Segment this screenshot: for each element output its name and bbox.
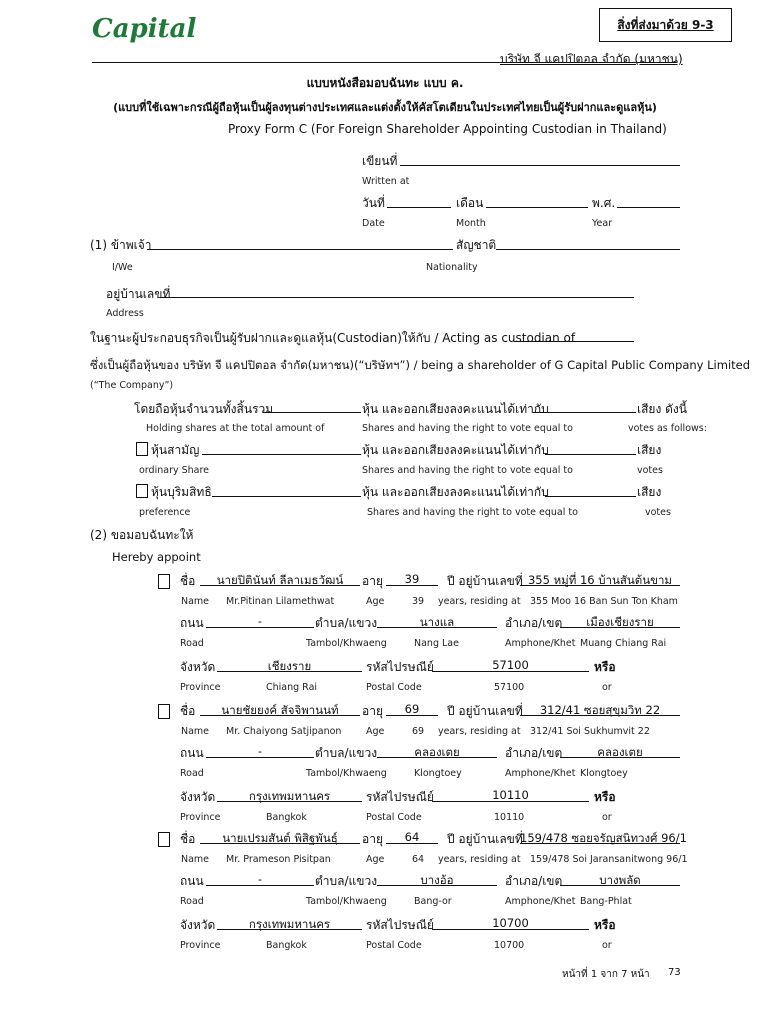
day-label-th: วันที่ <box>362 196 385 210</box>
company-name-th: บริษัท จี แคปปิตอล จำกัด (มหาชน) <box>500 52 683 66</box>
proxy-name-en: Mr.Pitinan Lilamethwat <box>226 596 335 607</box>
page-counter: หน้าที่ 1 จาก 7 หน้า <box>562 969 650 980</box>
proxy-tambol-label-en: Tambol/Khwaeng <box>306 638 387 649</box>
preference-votes-field[interactable] <box>545 496 636 497</box>
page-number: 73 <box>668 967 681 978</box>
proxy-province-line <box>217 801 362 802</box>
proxy-amphone-th[interactable]: บางพลัด <box>599 873 641 887</box>
proxy-road-label-th: ถนน <box>180 874 204 888</box>
form-title-th: แบบหนังสือมอบฉันทะ แบบ ค. <box>306 76 464 90</box>
proxy-amphone-label-th: อำเภอ/เขต <box>505 874 563 888</box>
proxy-tambol-label-th: ตำบล/แขวง <box>315 874 378 888</box>
proxy-or-label-th: หรือ <box>594 790 616 804</box>
proxy-province-th[interactable]: เชียงราย <box>267 659 312 673</box>
proxy-checkbox[interactable] <box>158 704 170 719</box>
proxy-or-label-th: หรือ <box>594 918 616 932</box>
day-field[interactable] <box>387 207 451 208</box>
proxy-postal-label-th: รหัสไปรษณีย์ <box>366 918 434 932</box>
nationality-label-en: Nationality <box>426 262 478 273</box>
proxy-years-en: years, residing at <box>438 726 521 737</box>
proxy-age-en: 69 <box>412 726 425 737</box>
proxy-province-line <box>217 929 362 930</box>
proxy-road-label-en: Road <box>180 896 204 907</box>
proxy-address-en: 355 Moo 16 Ban Sun Ton Kham <box>530 596 678 607</box>
preference-suffix-th: เสียง <box>637 485 662 499</box>
proxy-province-th[interactable]: กรุงเทพมหานคร <box>248 789 331 803</box>
ordinary-suffix-th: เสียง <box>637 443 662 457</box>
proxy-years-label-th: ปี อยู่บ้านเลขที่ <box>447 574 523 588</box>
proxy-postal-label-en: Postal Code <box>366 940 422 951</box>
proxy-amphone-label-en: Amphone/Khet <box>505 768 576 779</box>
ordinary-checkbox[interactable] <box>136 442 148 456</box>
proxy-years-en: years, residing at <box>438 596 521 607</box>
proxy-postal-line <box>432 671 589 672</box>
year-label-th: พ.ศ. <box>592 196 616 210</box>
proxy-amphone-en: Muang Chiang Rai <box>580 638 667 649</box>
proxy-or-label-th: หรือ <box>594 660 616 674</box>
section2-title-th: (2) ขอมอบฉันทะให้ <box>90 528 194 542</box>
proxy-age-label-en: Age <box>366 596 385 607</box>
iwe-label-th: (1) ข้าพเจ้า <box>90 238 152 252</box>
preference-votes-label-en: Shares and having the right to vote equal to <box>367 507 578 518</box>
proxy-amphone-label-th: อำเภอ/เขต <box>505 616 563 630</box>
proxy-postal-label-en: Postal Code <box>366 682 422 693</box>
iwe-label-en: I/We <box>112 262 133 273</box>
proxy-name-label-en: Name <box>181 726 210 737</box>
proxy-address-th[interactable]: 159/478 ซอยจรัญสนิทวงศ์ 96/1 <box>520 831 687 845</box>
year-label-en: Year <box>592 218 613 229</box>
proxy-amphone-label-th: อำเภอ/เขต <box>505 746 563 760</box>
nationality-label-th: สัญชาติ <box>456 238 497 252</box>
iwe-field[interactable] <box>147 249 453 250</box>
proxy-name-label-th: ชื่อ <box>180 704 196 718</box>
proxy-tambol-th[interactable]: คลองเตย <box>414 745 460 759</box>
total-shares-label-en: Holding shares at the total amount of <box>146 423 325 434</box>
proxy-address-en: 159/478 Soi Jaransanitwong 96/1 <box>530 854 688 865</box>
proxy-age-line <box>386 585 438 586</box>
proxy-checkbox[interactable] <box>158 832 170 847</box>
proxy-province-label-th: จังหวัด <box>180 660 216 674</box>
proxy-tambol-label-th: ตำบล/แขวง <box>315 746 378 760</box>
proxy-road-th[interactable]: - <box>257 872 263 886</box>
proxy-province-label-th: จังหวัด <box>180 918 216 932</box>
proxy-name-line <box>200 843 360 844</box>
proxy-road-label-th: ถนน <box>180 746 204 760</box>
proxy-name-label-en: Name <box>181 854 210 865</box>
total-suffix-th: เสียง ดังนี้ <box>637 402 687 416</box>
proxy-postal-en: 57100 <box>494 682 525 693</box>
total-shares-label-th: โดยถือหุ้นจำนวนทั้งสิ้นรวม <box>134 402 274 416</box>
proxy-tambol-th[interactable]: บางอ้อ <box>420 873 454 887</box>
proxy-years-label-th: ปี อยู่บ้านเลขที่ <box>447 704 523 718</box>
proxy-province-en: Bangkok <box>266 940 307 951</box>
address-label-en: Address <box>106 308 144 319</box>
month-label-th: เดือน <box>456 196 484 210</box>
written-at-label-th: เขียนที่ <box>362 154 398 168</box>
custodian-field[interactable] <box>514 341 634 342</box>
proxy-age-label-th: อายุ <box>362 832 383 846</box>
attachment-label: สิ่งที่ส่งมาด้วย 9-3 <box>617 18 714 32</box>
proxy-age-en: 64 <box>412 854 425 865</box>
total-shares-field[interactable] <box>263 412 361 413</box>
proxy-amphone-en: Klongtoey <box>580 768 628 779</box>
written-at-field[interactable] <box>400 165 680 166</box>
proxy-address-line <box>520 585 680 586</box>
proxy-tambol-en: Nang Lae <box>414 638 459 649</box>
proxy-road-line <box>206 627 314 628</box>
nationality-field[interactable] <box>496 249 680 250</box>
total-suffix-en: votes as follows: <box>628 423 707 434</box>
proxy-road-label-en: Road <box>180 638 204 649</box>
proxy-tambol-label-en: Tambol/Khwaeng <box>306 896 387 907</box>
proxy-road-th[interactable]: - <box>257 744 263 758</box>
proxy-amphone-label-en: Amphone/Khet <box>505 638 576 649</box>
proxy-amphone-th[interactable]: เมืองเชียงราย <box>586 615 654 629</box>
proxy-amphone-en: Bang-Phlat <box>580 896 632 907</box>
proxy-age[interactable]: 39 <box>404 572 420 586</box>
proxy-tambol-line <box>377 627 497 628</box>
proxy-tambol-line <box>377 885 497 886</box>
form-title-en: Proxy Form C (For Foreign Shareholder Appointing Custodian in Thailand) <box>228 122 667 136</box>
proxy-name-th[interactable]: นายเปรมสันต์ พิสิฐพันธุ์ <box>222 831 338 845</box>
proxy-age[interactable]: 64 <box>404 830 420 844</box>
address-label-th: อยู่บ้านเลขที่ <box>106 287 171 301</box>
ordinary-suffix-en: votes <box>637 465 663 476</box>
ordinary-label-en: ordinary Share <box>139 465 210 476</box>
proxy-postal-en: 10110 <box>494 812 525 823</box>
proxy-age-label-th: อายุ <box>362 574 383 588</box>
proxy-name-label-th: ชื่อ <box>180 832 196 846</box>
month-label-en: Month <box>456 218 486 229</box>
proxy-road-th[interactable]: - <box>257 614 263 628</box>
proxy-postal-label-en: Postal Code <box>366 812 422 823</box>
proxy-age-line <box>386 715 438 716</box>
proxy-province-label-en: Province <box>180 682 221 693</box>
proxy-postal[interactable]: 10700 <box>492 916 529 930</box>
proxy-or-label-en: or <box>602 682 612 693</box>
proxy-tambol-line <box>377 757 497 758</box>
company-logo <box>92 14 196 44</box>
total-votes-label-en: Shares and having the right to vote equal to <box>362 423 573 434</box>
proxy-tambol-label-th: ตำบล/แขวง <box>315 616 378 630</box>
proxy-address-line <box>520 843 680 844</box>
proxy-age-line <box>386 843 438 844</box>
proxy-age[interactable]: 69 <box>404 702 420 716</box>
proxy-postal-line <box>432 801 589 802</box>
address-field[interactable] <box>160 297 634 298</box>
proxy-province-label-en: Province <box>180 812 221 823</box>
proxy-road-label-th: ถนน <box>180 616 204 630</box>
proxy-name-label-th: ชื่อ <box>180 574 196 588</box>
preference-label-en: preference <box>139 507 191 518</box>
proxy-years-en: years, residing at <box>438 854 521 865</box>
proxy-road-line <box>206 757 314 758</box>
proxy-tambol-en: Klongtoey <box>414 768 462 779</box>
logo-text: Capital <box>92 14 197 44</box>
proxy-name-label-en: Name <box>181 596 210 607</box>
proxy-name-en: Mr. Chaiyong Satjipanon <box>226 726 342 737</box>
proxy-or-label-en: or <box>602 812 612 823</box>
proxy-name-th[interactable]: นายชัยยงค์ สัจจิพานนท์ <box>221 703 339 717</box>
proxy-province-label-en: Province <box>180 940 221 951</box>
proxy-address-th[interactable]: 355 หมู่ที่ 16 บ้านสันต้นขาม <box>527 573 673 587</box>
preference-label-th: หุ้นบุริมสิทธิ <box>151 485 212 499</box>
preference-checkbox[interactable] <box>136 484 148 498</box>
ordinary-votes-label-th: หุ้น และออกเสียงลงคะแนนได้เท่ากับ <box>362 443 549 457</box>
proxy-postal-line <box>432 929 589 930</box>
ordinary-votes-label-en: Shares and having the right to vote equal to <box>362 465 573 476</box>
proxy-name-th[interactable]: นายปิตินันท์ ลีลาเมธวัฒน์ <box>216 573 344 587</box>
proxy-amphone-line <box>560 885 680 886</box>
ordinary-votes-field[interactable] <box>545 454 636 455</box>
custodian-text: ในฐานะผู้ประกอบธุรกิจเป็นผู้รับฝากและดูแลหุ้น(Custodian)ให้กับ / Acting as custodian of <box>90 331 576 345</box>
proxy-years-label-th: ปี อยู่บ้านเลขที่ <box>447 832 523 846</box>
proxy-province-line <box>217 671 362 672</box>
proxy-address-th[interactable]: 312/41 ซอยสุขุมวิท 22 <box>539 703 661 717</box>
proxy-postal[interactable]: 57100 <box>492 658 529 672</box>
proxy-amphone-label-en: Amphone/Khet <box>505 896 576 907</box>
total-votes-field[interactable] <box>533 412 636 413</box>
proxy-age-label-en: Age <box>366 726 385 737</box>
proxy-tambol-label-en: Tambol/Khwaeng <box>306 768 387 779</box>
proxy-age-label-en: Age <box>366 854 385 865</box>
proxy-address-line <box>520 715 680 716</box>
proxy-checkbox[interactable] <box>158 574 170 589</box>
year-field[interactable] <box>617 207 680 208</box>
proxy-postal-label-th: รหัสไปรษณีย์ <box>366 660 434 674</box>
section2-title-en: Hereby appoint <box>112 550 201 564</box>
written-at-label-en: Written at <box>362 176 410 187</box>
ordinary-shares-field[interactable] <box>202 454 361 455</box>
date-label-en: Date <box>362 218 385 229</box>
total-votes-label-th: หุ้น และออกเสียงลงคะแนนได้เท่ากับ <box>362 402 549 416</box>
proxy-postal-label-th: รหัสไปรษณีย์ <box>366 790 434 804</box>
ordinary-label-th: หุ้นสามัญ <box>151 443 200 457</box>
proxy-address-en: 312/41 Soi Sukhumvit 22 <box>530 726 650 737</box>
proxy-name-line <box>200 715 360 716</box>
shareholder-text: ซึ่งเป็นผู้ถือหุ้นของ บริษัท จี แคปปิตอล จำกัด(มหาชน)(“บริษัทฯ”) / being a shareholder of G Capital Public Company Limited <box>90 358 751 372</box>
proxy-postal[interactable]: 10110 <box>492 788 529 802</box>
proxy-name-line <box>200 585 360 586</box>
attachment-label-box <box>599 8 732 42</box>
proxy-postal-en: 10700 <box>494 940 525 951</box>
proxy-name-en: Mr. Prameson Pisitpan <box>226 854 331 865</box>
proxy-amphone-th[interactable]: คลองเตย <box>597 745 643 759</box>
proxy-amphone-line <box>560 627 680 628</box>
proxy-age-en: 39 <box>412 596 425 607</box>
proxy-province-en: Chiang Rai <box>266 682 318 693</box>
proxy-age-label-th: อายุ <box>362 704 383 718</box>
preference-shares-field[interactable] <box>212 496 361 497</box>
proxy-or-label-en: or <box>602 940 612 951</box>
proxy-road-line <box>206 885 314 886</box>
proxy-road-label-en: Road <box>180 768 204 779</box>
proxy-province-th[interactable]: กรุงเทพมหานคร <box>248 917 331 931</box>
proxy-amphone-line <box>560 757 680 758</box>
proxy-province-label-th: จังหวัด <box>180 790 216 804</box>
preference-votes-label-th: หุ้น และออกเสียงลงคะแนนได้เท่ากับ <box>362 485 549 499</box>
proxy-tambol-en: Bang-or <box>414 896 452 907</box>
form-subtitle-th: (แบบที่ใช้เฉพาะกรณีผู้ถือหุ้นเป็นผู้ลงทุนต่างประเทศและแต่งตั้งให้คัสโตเดียนในประเทศไทยเป็นผู้รับฝากและดูแลหุ้น) <box>113 101 657 114</box>
month-field[interactable] <box>486 207 588 208</box>
proxy-tambol-th[interactable]: นางแล <box>419 615 455 629</box>
preference-suffix-en: votes <box>645 507 671 518</box>
the-company-label: (“The Company”) <box>90 380 174 391</box>
proxy-province-en: Bangkok <box>266 812 307 823</box>
